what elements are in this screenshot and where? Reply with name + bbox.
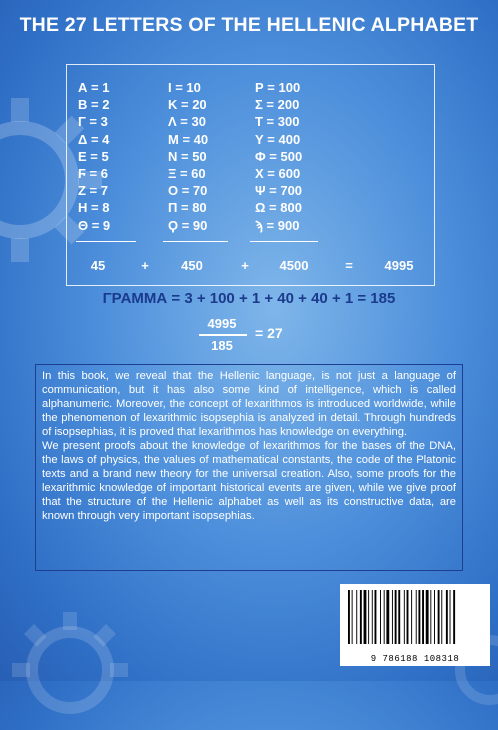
letter-value: Ρ = 100: [255, 80, 301, 95]
barcode-bar: [453, 590, 455, 644]
letter-value: Κ = 20: [168, 97, 207, 113]
barcode-bar: [422, 590, 424, 644]
barcode-bar: [426, 590, 429, 644]
barcode-bar: [404, 590, 405, 644]
letter-value: Μ = 40: [168, 131, 209, 147]
plus-sign-2: +: [241, 258, 249, 273]
letter-value: Γ = 3: [78, 114, 108, 130]
letter-value: Ι = 10: [168, 80, 201, 95]
letter-value: Χ = 600: [255, 166, 301, 181]
barcode-bar: [356, 590, 357, 644]
fraction-numerator: 4995: [207, 316, 237, 331]
letter-value: Η = 8: [78, 200, 110, 216]
letter-value: Τ = 300: [255, 114, 300, 130]
letter-value: Ϙ = 90: [168, 217, 208, 233]
description-paragraph-1: In this book, we reveal that the Hellenic language, is not just a language of communication, but it has also some kind of intelligence, which is called alphanumeric. Moreover, the concept of lexarithmos is introduced worldwide, while the phenomenon of lexarithmic isopsephia is analyzed in detail. Through hundreds of isopsephias, it is proved that lexarithmos has knowledge on everything.: [42, 370, 456, 438]
barcode: [340, 584, 490, 666]
barcode-bar: [416, 590, 417, 644]
sum-hundreds: 4500: [279, 258, 309, 273]
letter-value: Α = 1: [78, 80, 110, 95]
barcode-bar: [360, 590, 362, 644]
barcode-bar: [407, 590, 409, 644]
sum-rule-2: [163, 241, 228, 242]
letter-value: Ν = 50: [168, 148, 207, 164]
letter-value: Σ = 200: [255, 97, 300, 113]
isbn-number: 9 786188 108318: [370, 654, 460, 664]
sum-rule-1: [76, 241, 136, 242]
barcode-bar: [386, 590, 389, 644]
sum-tens: 450: [181, 258, 203, 273]
letter-value: Ψ = 700: [255, 183, 303, 199]
letter-value: Ω = 800: [255, 200, 302, 216]
barcode-bar: [438, 590, 440, 644]
barcode-bar: [395, 590, 397, 644]
barcode-bar: [375, 590, 377, 644]
letter-value: Λ = 30: [168, 114, 206, 130]
barcode-bar: [368, 590, 369, 644]
barcode-bars: [340, 588, 490, 656]
barcode-bar: [430, 590, 431, 644]
letter-value: Ε = 5: [78, 148, 109, 164]
alphabet-table: [66, 64, 435, 286]
barcode-bar: [398, 590, 400, 644]
barcode-bar: [380, 590, 381, 644]
fraction-bar: [199, 334, 247, 336]
barcode-bar: [364, 590, 367, 644]
page-title: THE 27 LETTERS OF THE HELLENIC ALPHABET: [19, 14, 479, 36]
barcode-bar: [352, 590, 353, 644]
barcode-bar: [446, 590, 448, 644]
description-box: [35, 364, 463, 571]
letter-value: Π = 80: [168, 200, 207, 216]
equals-sign: =: [345, 258, 353, 273]
letter-value: Ο = 70: [168, 183, 208, 199]
letter-value: Ξ = 60: [168, 166, 206, 181]
barcode-bar: [392, 590, 393, 644]
barcode-bar: [372, 590, 373, 644]
letter-value: ϡ = 900: [255, 217, 300, 233]
plus-sign-1: +: [141, 258, 149, 273]
letter-value: Ζ = 7: [78, 183, 108, 199]
barcode-bar: [434, 590, 435, 644]
barcode-bar: [418, 590, 420, 644]
letter-value: Ϝ = 6: [78, 166, 108, 181]
barcode-bar: [411, 590, 412, 644]
barcode-bar: [384, 590, 385, 644]
letter-value: Φ = 500: [255, 148, 303, 164]
barcode-bar: [450, 590, 451, 644]
letter-value: Θ = 9: [78, 217, 111, 233]
gear-bottom-left-icon: [10, 610, 130, 730]
fraction-denominator: 185: [211, 338, 233, 353]
letter-value: Β = 2: [78, 97, 110, 113]
letter-value: Υ = 400: [255, 131, 301, 147]
barcode-bar: [348, 590, 350, 644]
letter-value: Δ = 4: [78, 131, 110, 147]
fraction-result: = 27: [255, 325, 283, 341]
barcode-bar: [441, 590, 442, 644]
gramma-equation: ΓΡΑΜΜΑ = 3 + 100 + 1 + 40 + 40 + 1 = 185: [102, 290, 396, 307]
description-paragraph-2: We present proofs about the knowledge of lexarithmos for the bases of the DNA, the laws of physics, the values of mathematical constants, the code of the Platonic texts and a brand new theory for the universal creation. Also, some proofs for the lexarithmic knowledge of important historical events are given, while we give proof that the structure of the Hellenic alphabet as well as its constructive data, are known through very important isopsephias.: [42, 440, 456, 522]
sum-rule-3: [250, 241, 318, 242]
sum-units: 45: [90, 258, 106, 273]
sum-total: 4995: [384, 258, 414, 273]
